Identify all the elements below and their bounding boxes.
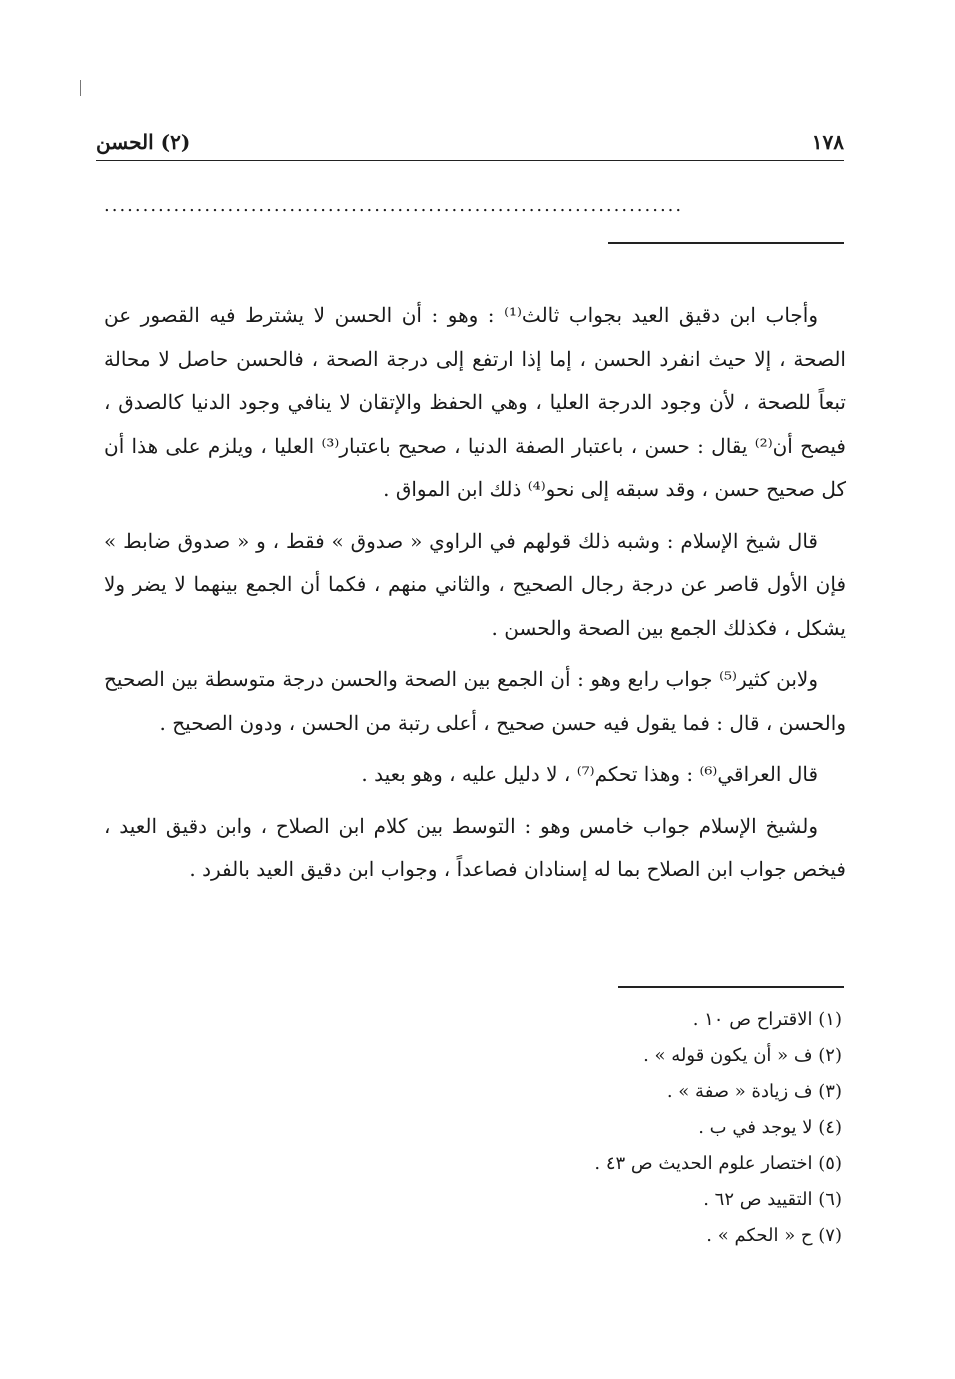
paragraph: قال العراقي⁽⁶⁾ : وهذا تحكم⁽⁷⁾ ، لا دليل عليه ، وهو بعيد .: [361, 762, 818, 786]
footnote: (٢) ف « أن يكون قوله » .: [643, 1045, 842, 1066]
footnote: (٤) لا يوجد في ب .: [698, 1117, 842, 1138]
header-rule: [96, 160, 844, 161]
paragraph: ولشيخ الإسلام جواب خامس وهو : التوسط بين كلام ابن الصلاح ، وابن دقيق العيد ، فيخص جواب ابن الصلاح بما له إسنادان فصاعداً ، وجواب ابن دقيق العيد بالفرد .: [104, 813, 846, 881]
footnote: (٥) اختصار علوم الحديث ص ٤٣ .: [594, 1153, 842, 1174]
running-title: (٢) الحسن: [96, 130, 191, 154]
page-number: ١٧٨: [811, 130, 844, 154]
margin-mark: [80, 80, 81, 96]
page-header: [96, 126, 844, 162]
footnote: (١) الاقتراح ص ١٠ .: [692, 1009, 842, 1030]
footnote-rule: [618, 986, 844, 988]
footnote: (٣) ف زيادة « صفة » .: [666, 1081, 842, 1102]
paragraph: وأجاب ابن دقيق العيد بجواب ثالث⁽¹⁾ : وهو : أن الحسن لا يشترط فيه القصور عن الصحة ، إلا حيث انفرد الحسن ، إما إذا ارتفع إلى درجة الصحة ، فالحسن حاصل لا محالة تبعاً للصحة ، لأن وجود الدرجة العليا ، وهي الحفظ والإتقان لا ينافي وجود الدنيا كالصدق ، فيصح أن⁽²⁾ يقال : حسن ، باعتبار الصفة الدنيا ، صحيح باعتبار⁽³⁾ العليا ، ويلزم على هذا أن كل صحيح حسن ، وقد سبقه إلى نحو⁽⁴⁾ ذلك ابن المواق .: [104, 303, 846, 501]
footnote: (٦) التقييد ص ٦٢ .: [703, 1189, 842, 1210]
body-text: [104, 294, 846, 900]
paragraph: ولابن كثير⁽⁵⁾ جواب رابع وهو : أن الجمع بين الصحة والحسن درجة متوسطة بين الصحيح والحسن ، قال : فما يقول فيه حسن صحيح ، أعلى رتبة من الحسن ، ودون الصحيح .: [104, 667, 846, 735]
footnotes: [300, 1002, 842, 1254]
section-rule: [608, 242, 844, 244]
dotted-separator: ...........................................................................: [104, 196, 684, 216]
footnote: (٧) ح « الحكم » .: [706, 1225, 842, 1246]
paragraph: قال شيخ الإسلام : وشبه ذلك قولهم في الراوي « صدوق » فقط ، و « صدوق ضابط » فإن الأول قاصر عن درجة رجال الصحيح ، والثاني منهم ، فكما أن الجمع بينهما لا يضر ولا يشكل ، فكذلك الجمع بين الصحة والحسن .: [104, 528, 846, 640]
